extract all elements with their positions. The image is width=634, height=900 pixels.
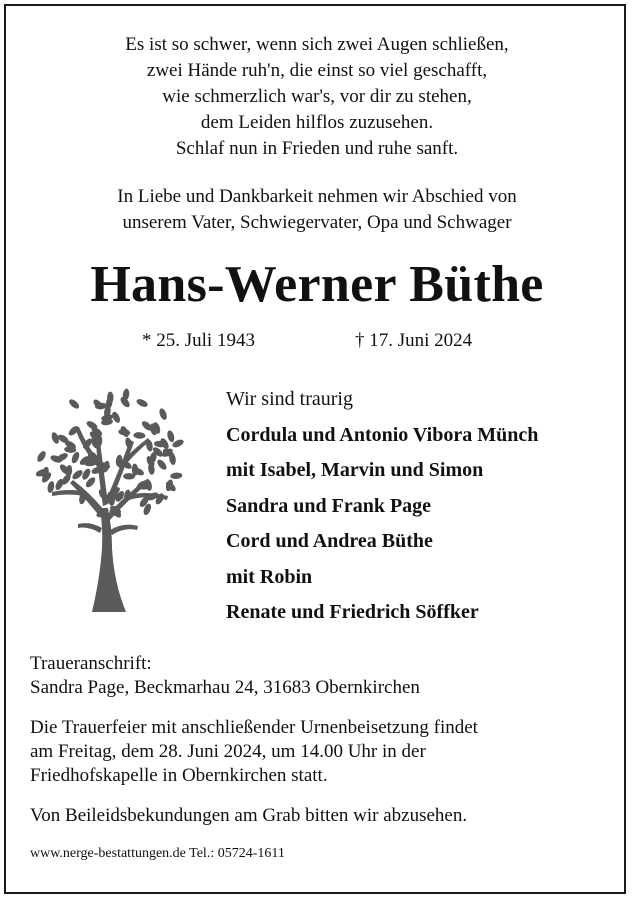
mourning-address bbox=[30, 652, 610, 700]
poem bbox=[0, 32, 634, 162]
address-label: Traueranschrift: bbox=[30, 653, 152, 674]
ceremony-info bbox=[30, 716, 610, 788]
mourner-family: Renate und Friedrich Söffker bbox=[226, 601, 479, 623]
mourner-family: Cordula und Antonio Vibora Münch bbox=[226, 423, 539, 446]
condolence-note: Von Beileidsbekundungen am Grab bitten wir abzusehen. bbox=[30, 805, 468, 826]
mourner-family: Sandra und Frank Page bbox=[226, 494, 432, 517]
birth-date: * 25. Juli 1943 bbox=[142, 330, 255, 351]
mourner-family: mit Isabel, Marvin und Simon bbox=[226, 459, 484, 481]
poem-line: Es ist so schwer, wenn sich zwei Augen schließen, bbox=[125, 34, 509, 55]
mourners-list bbox=[226, 382, 626, 631]
ceremony-line: am Freitag, dem 28. Juni 2024, um 14.00 Uhr in der bbox=[30, 741, 426, 762]
poem-line: zwei Hände ruh'n, die einst so viel geschafft, bbox=[146, 60, 488, 81]
death-date: † 17. Juni 2024 bbox=[355, 330, 473, 351]
mourner-family: Cord und Andrea Büthe bbox=[226, 530, 433, 552]
ceremony-line: Die Trauerfeier mit anschließender Urnenbeisetzung findet bbox=[30, 717, 478, 738]
poem-line: wie schmerzlich war's, vor dir zu stehen, bbox=[162, 86, 472, 107]
poem-line: Schlaf nun in Frieden und ruhe sanft. bbox=[175, 138, 459, 159]
deceased-name: Hans-Werner Büthe bbox=[90, 256, 544, 313]
mourner-family: mit Robin bbox=[226, 565, 313, 588]
funeral-home-contact: www.nerge-bestattungen.de Tel.: 05724-1611 bbox=[30, 846, 285, 861]
ceremony-line: Friedhofskapelle in Obernkirchen statt. bbox=[30, 765, 328, 786]
tree-of-life-icon bbox=[30, 378, 190, 612]
intro-line: unserem Vater, Schwiegervater, Opa und Schwager bbox=[122, 212, 512, 233]
intro-line: In Liebe und Dankbarkeit nehmen wir Abschied von bbox=[117, 186, 517, 207]
farewell-intro bbox=[0, 184, 634, 236]
address-value: Sandra Page, Beckmarhau 24, 31683 Obernkirchen bbox=[30, 677, 420, 698]
mourners-lead: Wir sind traurig bbox=[226, 388, 353, 410]
poem-line: dem Leiden hilflos zuzusehen. bbox=[200, 112, 434, 133]
